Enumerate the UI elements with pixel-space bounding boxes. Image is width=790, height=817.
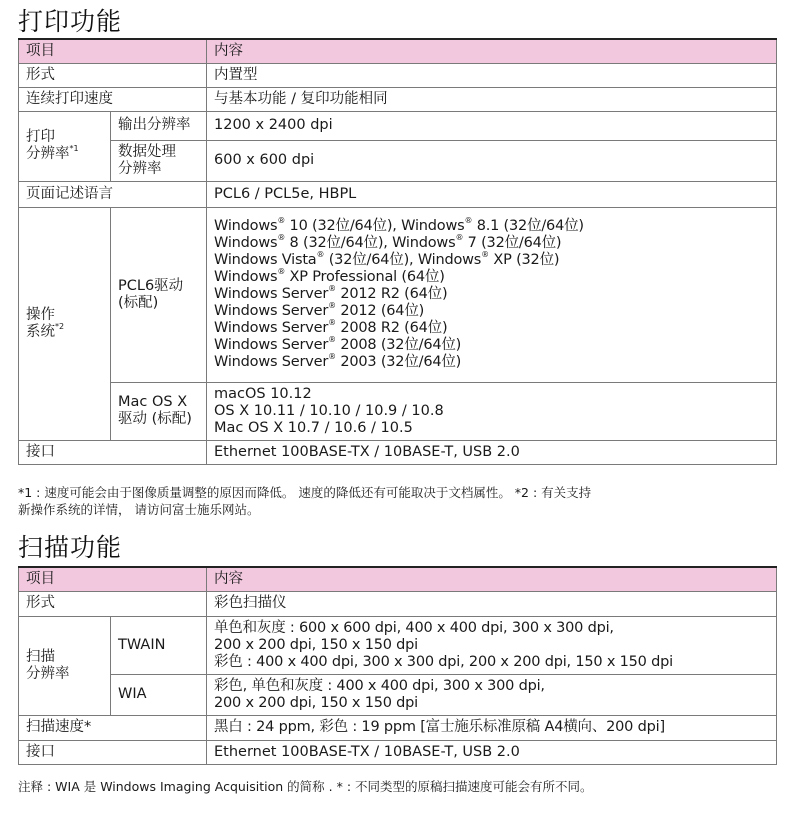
list-item: Windows Server® 2008 (32位/64位) bbox=[214, 335, 462, 353]
label-line: 系统$^{*2}$ bbox=[26, 321, 65, 340]
list-item: Windows® XP Professional (64位) bbox=[214, 267, 445, 285]
list-item: OS X 10.11 / 10.10 / 10.9 / 10.8 bbox=[214, 402, 444, 419]
row-value-form: 内置型 bbox=[207, 63, 777, 87]
table-row bbox=[19, 63, 777, 87]
row-value-continuous-speed: 与基本功能 / 复印功能相同 bbox=[207, 87, 777, 111]
table-row bbox=[19, 591, 777, 616]
registered-mark: ® bbox=[277, 216, 286, 225]
sub-label-processing-resolution: 数据处理 分辨率 bbox=[111, 140, 207, 181]
value-twain-resolution bbox=[207, 616, 777, 674]
row-label-form: 形式 bbox=[19, 63, 207, 87]
table-row bbox=[19, 140, 777, 181]
table-header-row bbox=[19, 567, 777, 591]
row-label-print-resolution bbox=[19, 111, 111, 181]
table-row bbox=[19, 181, 777, 207]
table-row bbox=[19, 616, 777, 674]
list-item: 彩色 : 400 x 400 dpi, 300 x 300 dpi, 200 x 200 dpi, 150 x 150 dpi bbox=[214, 653, 673, 670]
value-wia-resolution bbox=[207, 674, 777, 715]
list-item: 彩色, 单色和灰度 : 400 x 400 dpi, 300 x 300 dpi, bbox=[214, 677, 545, 694]
list-item: Mac OS X 10.7 / 10.6 / 10.5 bbox=[214, 419, 413, 436]
list-item: Windows Server® 2008 R2 (64位) bbox=[214, 318, 448, 336]
table-row bbox=[19, 740, 777, 764]
registered-mark: ® bbox=[328, 301, 336, 310]
registered-mark: ® bbox=[316, 250, 325, 259]
list-item: 单色和灰度 : 600 x 600 dpi, 400 x 400 dpi, 300 x 300 dpi, bbox=[214, 619, 614, 636]
scan-footnote: 注释 : WIA 是 Windows Imaging Acquisition 的简称 . * : 不同类型的原稿扫描速度可能会有所不同。 bbox=[18, 779, 593, 794]
list-item: Windows Server® 2003 (32位/64位) bbox=[214, 352, 462, 370]
registered-mark: ® bbox=[277, 233, 286, 242]
label-line: 打印 bbox=[26, 129, 55, 145]
row-value-scan-speed: 黑白 : 24 ppm, 彩色 : 19 ppm [富士施乐标准原稿 A4横向、200 dpi] bbox=[207, 715, 777, 740]
print-spec-table bbox=[18, 38, 777, 465]
value-pcl6-os-list bbox=[207, 207, 777, 382]
list-item: Windows® 10 (32位/64位), Windows® 8.1 (32位/64位) bbox=[214, 216, 584, 234]
registered-mark: ® bbox=[328, 318, 336, 327]
sub-label-wia: WIA bbox=[111, 674, 207, 715]
row-value-pdl: PCL6 / PCL5e, HBPL bbox=[207, 181, 777, 207]
table-row bbox=[19, 440, 777, 464]
row-value-scan-form: 彩色扫描仪 bbox=[207, 591, 777, 616]
registered-mark: ® bbox=[464, 216, 473, 225]
table-row bbox=[19, 715, 777, 740]
value-processing-resolution: 600 x 600 dpi bbox=[207, 140, 777, 181]
sub-label-output-resolution: 输出分辨率 bbox=[111, 111, 207, 140]
list-item: Windows Server® 2012 R2 (64位) bbox=[214, 284, 448, 302]
row-label-scan-interface: 接口 bbox=[19, 740, 207, 764]
table-header-row bbox=[19, 39, 777, 63]
row-label-pdl: 页面记述语言 bbox=[19, 181, 207, 207]
footnote-mark: *2 bbox=[55, 321, 65, 331]
table-row bbox=[19, 674, 777, 715]
row-value-interface: Ethernet 100BASE-TX / 10BASE-T, USB 2.0 bbox=[207, 440, 777, 464]
print-footnote: *1 : 速度可能会由于图像质量调整的原因而降低。 速度的降低还有可能取决于文档属性。 *2 : 有关支持 新操作系统的详情， 请访问富士施乐网站。 bbox=[18, 485, 592, 517]
sub-label-twain: TWAIN bbox=[111, 616, 207, 674]
row-label-interface: 接口 bbox=[19, 440, 207, 464]
scan-section-title: 扫描功能 bbox=[18, 533, 123, 562]
sub-label-mac-driver: Mac OS X 驱动 (标配) bbox=[111, 382, 207, 440]
value-output-resolution: 1200 x 2400 dpi bbox=[207, 111, 777, 140]
registered-mark: ® bbox=[455, 233, 464, 242]
label-line: 分辨率$^{*1}$ bbox=[26, 144, 79, 162]
header-item: 项目 bbox=[19, 567, 207, 591]
label-line: 操作 bbox=[26, 306, 55, 323]
list-item: Windows Server® 2012 (64位) bbox=[214, 301, 425, 319]
row-label-scan-form: 形式 bbox=[19, 591, 207, 616]
table-row bbox=[19, 87, 777, 111]
row-label-os bbox=[19, 207, 111, 440]
print-section-title: 打印功能 bbox=[18, 7, 123, 36]
header-item: 项目 bbox=[19, 39, 207, 63]
registered-mark: ® bbox=[481, 250, 489, 259]
list-item: Windows® 8 (32位/64位), Windows® 7 (32位/64位) bbox=[214, 233, 562, 251]
header-content: 内容 bbox=[207, 567, 777, 591]
registered-mark: ® bbox=[277, 267, 286, 276]
table-row bbox=[19, 382, 777, 440]
sub-label-pcl6-driver: PCL6驱动 (标配) bbox=[111, 207, 207, 382]
registered-mark: ® bbox=[328, 335, 336, 344]
table-row bbox=[19, 207, 777, 382]
footnote-mark: *1 bbox=[69, 144, 79, 153]
header-content: 内容 bbox=[207, 39, 777, 63]
value-mac-os-list bbox=[207, 382, 777, 440]
list-item: Windows Vista® (32位/64位), Windows® XP (32位) bbox=[214, 250, 560, 268]
registered-mark: ® bbox=[328, 352, 336, 361]
scan-spec-table bbox=[18, 566, 777, 765]
row-value-scan-interface: Ethernet 100BASE-TX / 10BASE-T, USB 2.0 bbox=[207, 740, 777, 764]
table-row bbox=[19, 111, 777, 140]
row-label-scan-speed: 扫描速度* bbox=[19, 715, 207, 740]
list-item: macOS 10.12 bbox=[214, 385, 312, 402]
row-label-continuous-speed: 连续打印速度 bbox=[19, 87, 207, 111]
row-label-scan-resolution: 扫描 分辨率 bbox=[19, 616, 111, 715]
list-item: 200 x 200 dpi, 150 x 150 dpi bbox=[214, 636, 419, 653]
list-item: 200 x 200 dpi, 150 x 150 dpi bbox=[214, 694, 419, 711]
registered-mark: ® bbox=[328, 284, 336, 293]
